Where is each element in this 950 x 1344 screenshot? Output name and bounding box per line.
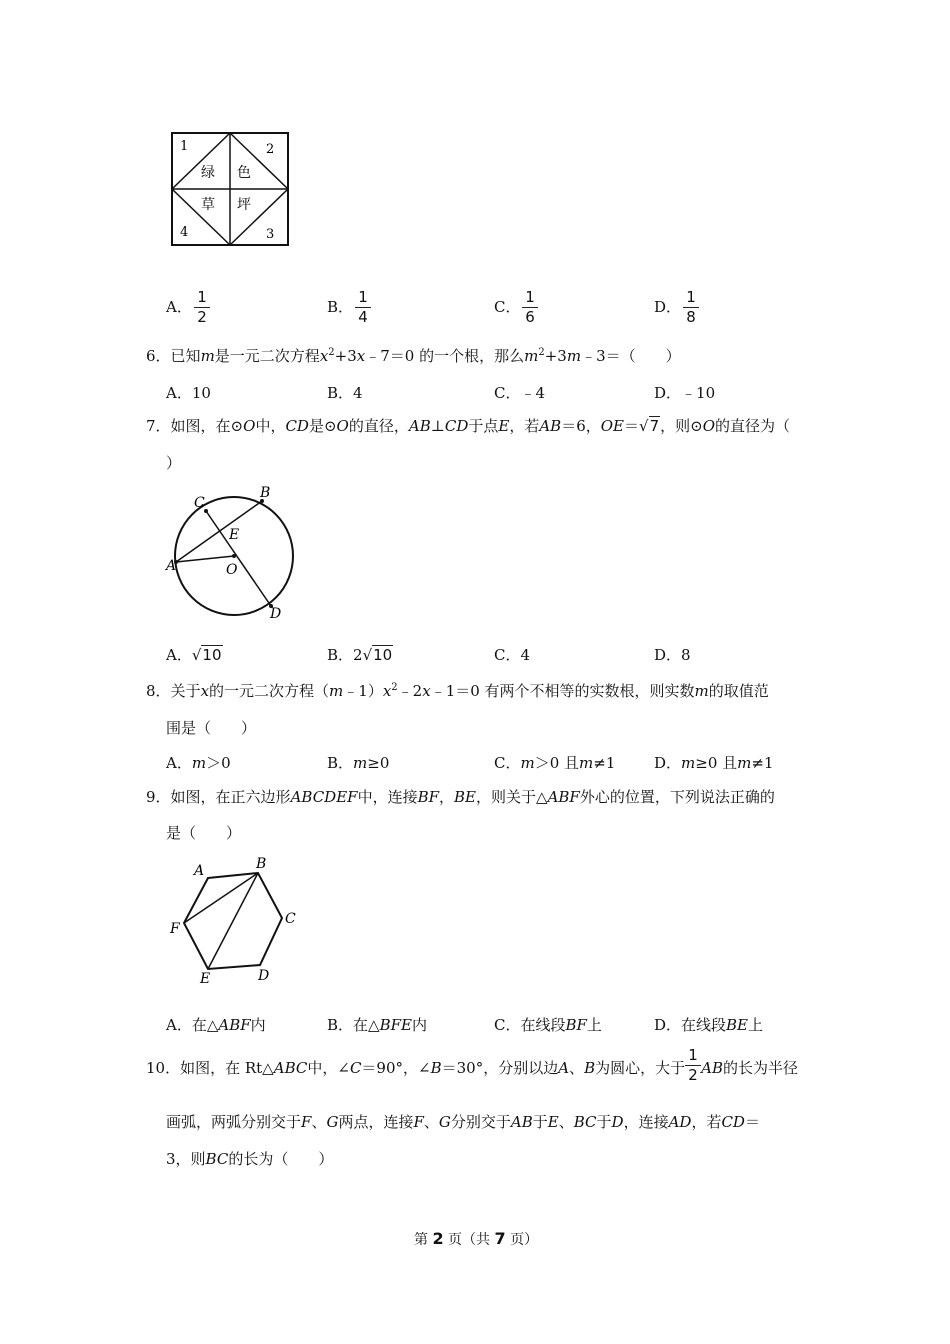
text: 是一元二次方程 [214, 347, 320, 365]
var-m: m [329, 682, 344, 700]
text: 的直径为（ [715, 417, 791, 435]
text: 、 [423, 1113, 439, 1131]
var-m: m [191, 754, 207, 772]
fraction-one-half: 1 2 [685, 1047, 701, 1084]
text: ，则关于△ [476, 788, 548, 806]
text: 画弧，两弧分别交于 [166, 1113, 302, 1131]
var-ABF: ABF [218, 1016, 251, 1034]
q7-option-d: D．8 [654, 646, 691, 664]
q7-stem-close: ） [166, 454, 182, 472]
var-AB: AB [701, 1059, 723, 1077]
q6-option-b: B．4 [327, 384, 363, 402]
q5-char-2: 色 [237, 165, 251, 181]
text: ＝ [744, 1113, 760, 1131]
var-CD: CD [721, 1113, 745, 1131]
text: 于 [532, 1113, 548, 1131]
var-G: G [438, 1113, 451, 1131]
page-number: 2 [432, 1229, 444, 1248]
question-number: 9． [146, 788, 171, 806]
var-BF: BF [565, 1016, 587, 1034]
var-BC: BC [573, 1113, 597, 1131]
q6-option-a: A．10 [166, 384, 211, 402]
text: 两点，连接 [338, 1113, 414, 1131]
var-ABCDEF: ABCDEF [290, 788, 358, 806]
text: ﹣3＝（ ） [581, 347, 681, 365]
text: ﹣2 [397, 682, 423, 700]
text: ＞0 且 [534, 754, 580, 772]
q6-option-d: D．﹣10 [654, 384, 716, 402]
q7-label-c: C [194, 495, 205, 511]
text: 分别交于 [450, 1113, 511, 1131]
var-BC: BC [205, 1150, 229, 1168]
exponent: 2 [328, 347, 335, 358]
q5-region-2: 2 [266, 142, 275, 157]
text: ，若 [691, 1113, 722, 1131]
option-letter: C． [494, 754, 521, 772]
option-letter: B． [327, 754, 354, 772]
text: ≠1 [751, 754, 774, 772]
exponent: 2 [538, 347, 545, 358]
text: ，连接 [623, 1113, 669, 1131]
text: 上 [586, 1016, 602, 1034]
question-number: 8． [146, 682, 171, 700]
q9-label-d: D [258, 968, 270, 984]
option-letter: B． [327, 646, 354, 664]
var-D: D [611, 1113, 624, 1131]
radicand: 7 [649, 417, 660, 435]
text: +3 [544, 347, 567, 365]
text: 的长为（ ） [228, 1150, 334, 1168]
var-AB: AB [510, 1113, 533, 1131]
q10-stem-line3 [166, 1148, 333, 1169]
text: ≠1 [593, 754, 616, 772]
text: 中，∠ [307, 1059, 350, 1077]
text: 是⊙ [308, 417, 337, 435]
coefficient: 2 [353, 646, 363, 664]
var-m: m [353, 754, 368, 772]
q8-option-b [327, 752, 389, 773]
var-O: O [702, 417, 716, 435]
text: ≥0 且 [695, 754, 738, 772]
text: 为圆心，大于 [595, 1059, 686, 1077]
q7-label-a: A [166, 558, 177, 574]
var-m: m [579, 754, 594, 772]
q8-stem-line2: 围是（ ） [166, 719, 257, 737]
var-E: E [547, 1113, 559, 1131]
text: ﹣1＝0 有两个不相等的实数根，则实数 [430, 682, 695, 700]
var-O: O [336, 417, 349, 435]
var-m: m [566, 347, 582, 365]
var-B: B [584, 1059, 596, 1077]
option-letter: C． [494, 298, 521, 316]
var-BFE: BFE [379, 1016, 412, 1034]
var-x: x [200, 682, 210, 700]
var-m: m [681, 754, 696, 772]
q7-label-b: B [260, 485, 271, 501]
fraction: 1 8 [683, 289, 699, 326]
text: ，则⊙ [660, 417, 703, 435]
q7-option-a [166, 644, 223, 665]
var-ABC: ABC [273, 1059, 308, 1077]
q9-label-a: A [194, 863, 205, 879]
q9-option-c [494, 1014, 602, 1035]
q6-option-c: C．﹣4 [494, 384, 546, 402]
var-x: x [356, 347, 366, 365]
radicand: 10 [202, 646, 222, 664]
q9-option-a [166, 1014, 266, 1035]
text: ＝90°，∠ [361, 1059, 431, 1077]
var-AD: AD [668, 1113, 692, 1131]
q9-label-f: F [170, 921, 180, 937]
q9-figure [164, 853, 304, 988]
q9-stem-line2: 是（ ） [166, 824, 242, 842]
var-x: x [319, 347, 329, 365]
q5-figure [166, 128, 292, 250]
text: 上 [748, 1016, 764, 1034]
text: +3 [334, 347, 357, 365]
q9-label-b: B [256, 856, 267, 872]
text: 中， [255, 417, 286, 435]
q8-option-a [166, 752, 231, 773]
text: 于点 [468, 417, 499, 435]
option-letter: B． [327, 298, 354, 316]
text: ≥0 [367, 754, 390, 772]
var-O: O [243, 417, 256, 435]
q7-option-c: C．4 [494, 646, 531, 664]
var-m: m [520, 754, 535, 772]
q9-stem [146, 786, 775, 807]
text: A．在△ [166, 1016, 219, 1034]
q9-option-d [654, 1014, 763, 1035]
option-letter: D． [654, 754, 682, 772]
var-BF: BF [417, 788, 440, 806]
option-letter: D． [654, 298, 682, 316]
fraction: 1 2 [194, 289, 210, 326]
text: ﹣1） [343, 682, 383, 700]
q7-figure [164, 480, 304, 625]
text: 的长为半径 [722, 1059, 798, 1077]
q9-option-b [327, 1014, 427, 1035]
text: B．在△ [327, 1016, 380, 1034]
text: 于 [596, 1113, 612, 1131]
text: 页） [510, 1232, 539, 1248]
text: ＝ [624, 417, 640, 435]
var-x: x [382, 682, 392, 700]
sqrt-10: √10 [191, 646, 222, 664]
var-F: F [301, 1113, 312, 1131]
radicand: 10 [373, 646, 393, 664]
var-C: C [349, 1059, 362, 1077]
var-E: E [498, 417, 510, 435]
var-A: A [558, 1059, 570, 1077]
text: 内 [411, 1016, 427, 1034]
var-F: F [413, 1113, 424, 1131]
text: 如图，在 Rt△ [180, 1059, 274, 1077]
text: ＝30°，分别以边 [441, 1059, 559, 1077]
q5-region-1: 1 [180, 139, 189, 154]
var-AB: AB [408, 417, 431, 435]
text: 如图，在⊙ [170, 417, 244, 435]
var-m: m [737, 754, 752, 772]
text: ＞0 [206, 754, 231, 772]
text: 中，连接 [357, 788, 418, 806]
text: 、 [311, 1113, 327, 1131]
text: ＝6， [561, 417, 601, 435]
text: 已知 [170, 347, 201, 365]
text: D．在线段 [654, 1016, 727, 1034]
text: 关于 [170, 682, 201, 700]
text: 3，则 [166, 1150, 206, 1168]
var-CD: CD [285, 417, 309, 435]
q9-label-e: E [200, 971, 211, 987]
option-letter: A． [166, 754, 192, 772]
var-ABF: ABF [547, 788, 580, 806]
sqrt-10: √10 [362, 646, 393, 664]
q6-stem [146, 345, 681, 366]
q5-char-1: 绿 [201, 165, 215, 181]
var-AB: AB [539, 417, 562, 435]
q7-option-b [327, 644, 393, 665]
var-m: m [200, 347, 215, 365]
q10-stem-line2 [166, 1111, 760, 1132]
q8-option-c [494, 752, 615, 773]
option-letter: A． [166, 298, 192, 316]
text: ， [439, 788, 455, 806]
text: 页（共 [448, 1232, 491, 1248]
var-m: m [694, 682, 709, 700]
q8-option-d [654, 752, 774, 773]
text: ，若 [509, 417, 540, 435]
q7-label-e: E [229, 527, 240, 543]
question-number: 7． [146, 417, 171, 435]
var-m: m [524, 347, 539, 365]
option-letter: A． [166, 646, 192, 664]
perp-symbol: ⊥ [430, 417, 445, 435]
q8-stem [146, 680, 769, 701]
text: 外心的位置，下列说法正确的 [579, 788, 775, 806]
text: 的一元二次方程（ [209, 682, 330, 700]
text: ﹣7＝0 的一个根，那么 [365, 347, 525, 365]
q9-label-c: C [285, 911, 296, 927]
q5-char-3: 草 [201, 197, 215, 213]
q5-region-3: 3 [266, 227, 275, 242]
q7-stem [146, 415, 790, 436]
total-pages: 7 [494, 1229, 506, 1248]
var-B: B [430, 1059, 442, 1077]
fraction: 1 6 [522, 289, 538, 326]
text: 、 [558, 1113, 574, 1131]
question-number: 10． [146, 1059, 181, 1077]
fraction: 1 4 [355, 289, 371, 326]
text: 的取值范 [708, 682, 769, 700]
var-BE: BE [454, 788, 477, 806]
var-OE: OE [600, 417, 624, 435]
text: 、 [569, 1059, 585, 1077]
q5-char-4: 坪 [237, 197, 251, 213]
var-G: G [326, 1113, 339, 1131]
text: 如图，在正六边形 [170, 788, 291, 806]
var-BE: BE [726, 1016, 749, 1034]
q5-region-4: 4 [180, 225, 189, 240]
text: 的直径， [348, 417, 409, 435]
text: 第 [414, 1232, 428, 1248]
q7-label-d: D [270, 606, 282, 622]
question-number: 6． [146, 347, 171, 365]
text: 内 [250, 1016, 266, 1034]
var-CD: CD [444, 417, 469, 435]
sqrt-7: √7 [639, 417, 660, 435]
exponent: 2 [391, 682, 398, 693]
q7-label-o: O [226, 562, 238, 578]
var-x: x [422, 682, 431, 700]
text: C．在线段 [494, 1016, 566, 1034]
page-footer [414, 1229, 538, 1249]
